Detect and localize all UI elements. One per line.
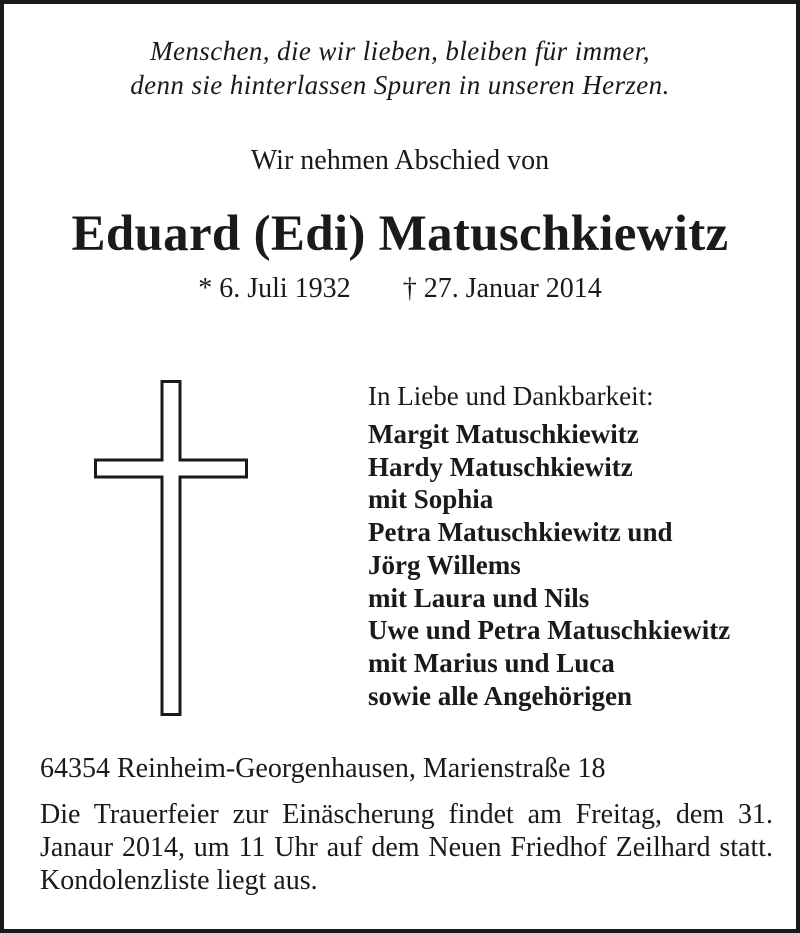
family-member: sowie alle Angehörigen [368,680,632,711]
motto-quote [4,34,796,102]
death-date: † 27. Januar 2014 [402,273,602,304]
family-member: Uwe und Petra Matuschkiewitz [368,615,731,646]
family-heading: In Liebe und Dankbarkeit: [368,381,654,411]
family-member: Hardy Matuschkiewitz [368,451,633,482]
family-member: Petra Matuschkiewitz und [368,517,673,548]
family-member: Margit Matuschkiewitz [368,419,639,449]
family-member: mit Laura und Nils [368,582,590,613]
family-member: Jörg Willems [368,549,521,580]
cross-icon [94,380,248,716]
family-signatures [368,380,788,712]
family-member: mit Sophia [368,484,494,515]
motto-line-2: denn sie hinterlassen Spuren in unseren Herzen. [130,70,670,100]
deceased-name: Eduard (Edi) Matuschkiewitz [71,206,729,262]
motto-line-1: Menschen, die wir lieben, bleiben für immer, [150,36,650,66]
ceremony-info: Die Trauerfeier zur Einäscherung findet am Freitag, dem 31. Janaur 2014, um 11 Uhr auf dem Neuen Friedhof Zeilhard statt. Kondolenzliste liegt aus. [40,799,773,896]
birth-date: * 6. Juli 1932 [198,273,351,304]
life-dates [4,272,796,306]
home-address: 64354 Reinheim-Georgenhausen, Marienstraße 18 [40,753,606,784]
farewell-intro: Wir nehmen Abschied von [250,145,550,176]
family-member: mit Marius und Luca [368,647,615,678]
